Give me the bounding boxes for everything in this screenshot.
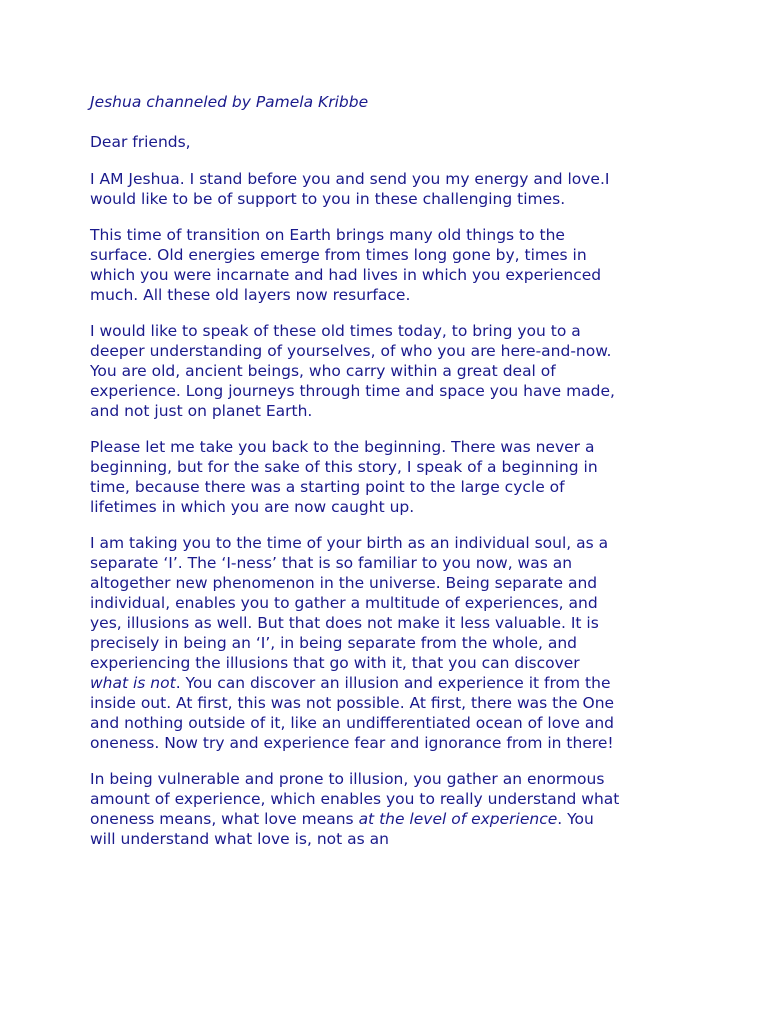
paragraph-4: Please let me take you back to the beginning. There was never a beginning, but for the sake of this story, I speak of a beginning in time, because there was a starting point to the large cycle of lifetimes in which you are now caught up.	[90, 438, 598, 516]
paragraph-6	[90, 769, 620, 849]
paragraph-5-text-b: . You can discover an illusion and experience it from the inside out. At first, this was not possible. At first, there was the One and nothing outside of it, like an undifferentiated ocean of love and oneness. Now try and experience fear and ignorance from in there!	[90, 674, 615, 752]
paragraph-1: I AM Jeshua. I stand before you and send you my energy and love.I would like to be of support to you in these challenging times.	[90, 170, 610, 208]
paragraph-5-text-a: I am taking you to the time of your birth as an individual soul, as a separate ‘I’. The ‘I-ness’ that is so familiar to you now, was an altogether new phenomenon in the universe. Being separate and individual, enables you to gather a multitude of experiences, and yes, illusions as well. But that does not make it less valuable. It is precisely in being an ‘I’, in being separate from the whole, and experiencing the illusions that go with it, that you can discover	[90, 534, 609, 672]
paragraph-6-text-a: In being vulnerable and prone to illusion, you gather an enormous amount of experience, which enables you to really understand what oneness means, what love means	[90, 770, 620, 828]
document-page	[90, 92, 620, 849]
paragraph-6-emphasis: at the level of experience	[358, 810, 558, 828]
greeting: Dear friends,	[90, 133, 191, 151]
paragraph-3: I would like to speak of these old times today, to bring you to a deeper understanding of yourselves, of who you are here-and-now. You are old, ancient beings, who carry within a great deal of experience. Long journeys through time and space you have made, and not just on planet Earth.	[90, 322, 615, 420]
paragraph-2: This time of transition on Earth brings many old things to the surface. Old energies emerge from times long gone by, times in which you were incarnate and had lives in which you experienced much. All these old layers now resurface.	[90, 226, 602, 304]
paragraph-5	[90, 533, 620, 753]
paragraph-5-emphasis: what is not	[90, 674, 176, 692]
document-title: Jeshua channeled by Pamela Kribbe	[90, 93, 369, 111]
paragraph-6-text-b: . You will understand what love is, not as an	[90, 810, 594, 848]
